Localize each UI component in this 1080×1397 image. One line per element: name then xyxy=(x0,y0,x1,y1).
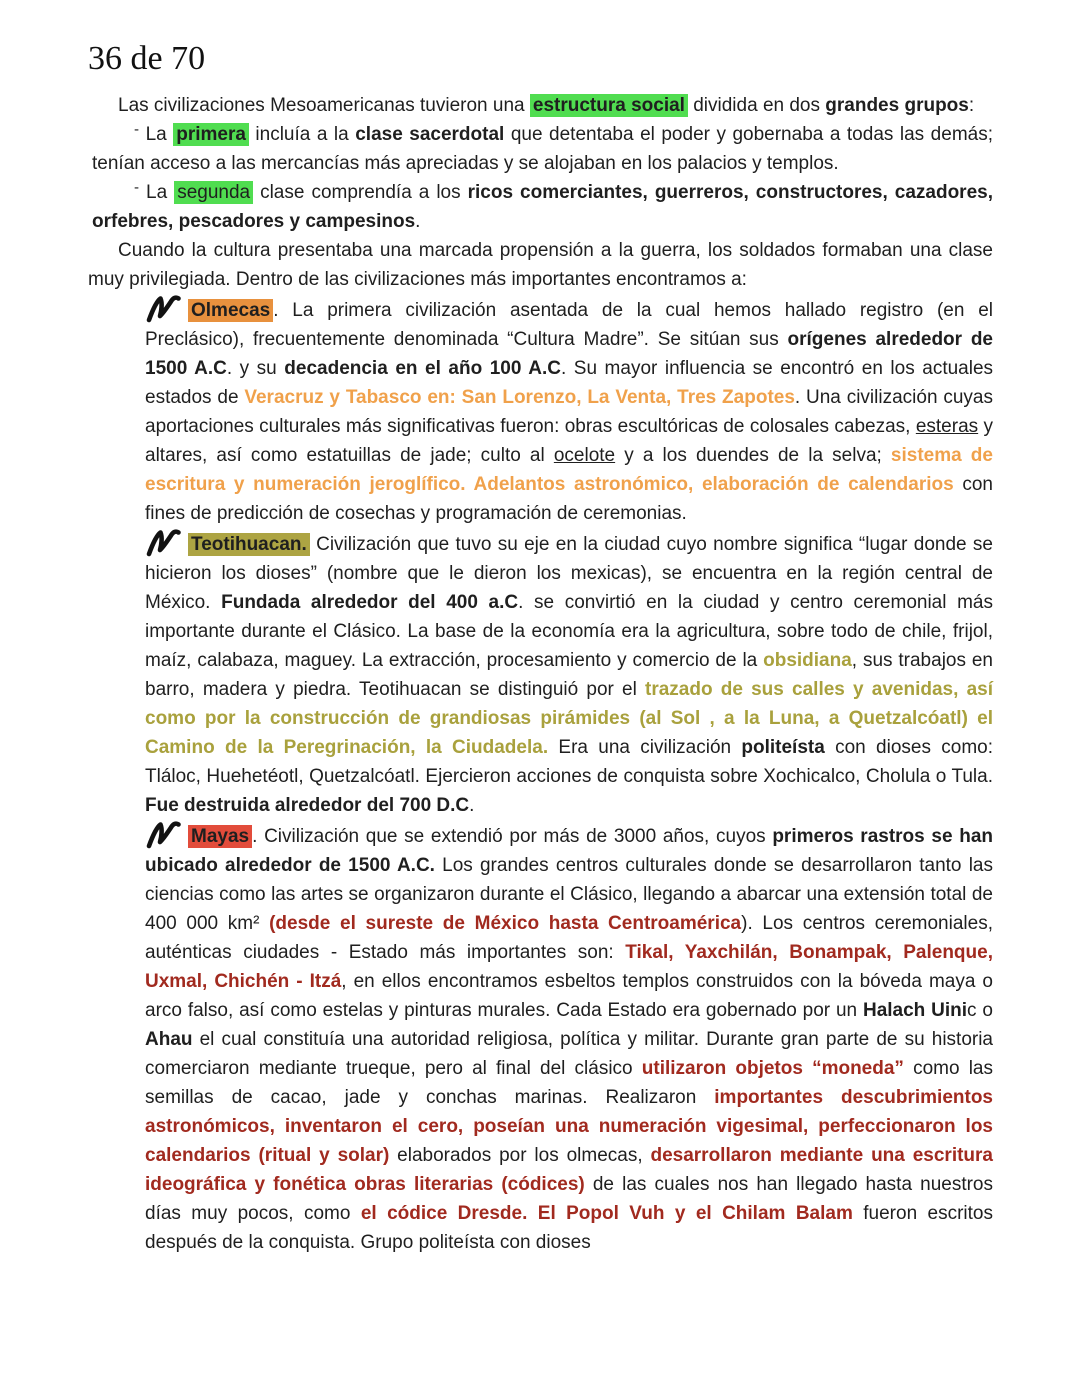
text-run: estructura social xyxy=(530,94,688,117)
text-run: : xyxy=(968,95,975,116)
text-run: primera xyxy=(173,123,249,146)
text-run: Fue destruida alrededor del 700 D.C xyxy=(145,795,470,816)
text-run: c o xyxy=(967,1000,993,1021)
text-run: Ahau xyxy=(145,1029,193,1050)
text-run: . xyxy=(469,795,475,816)
text-run: de las cuales nos han llegado hasta nuestros días muy pocos, como xyxy=(145,1174,994,1224)
paragraph-intro xyxy=(88,91,993,120)
text-run: primeros rastros se han ubicado alrededor de 1500 A.C. xyxy=(145,826,993,876)
text-run: Fundada alrededor del 400 a.C xyxy=(221,592,519,613)
text-run: orígenes alrededor de 1500 A.C xyxy=(145,329,993,379)
text-run: Civilización que tuvo su eje en la ciudad cuyo nombre significa “lugar donde se hicieron los dioses” (nombre que le dieron los mexicas), se encuentra en la región central de México. xyxy=(145,534,993,613)
text-run: Halach Uini xyxy=(862,1000,968,1021)
text-run: que detentaba el poder y gobernaba a todas las demás; tenían acceso a las mercancías más apreciadas y se alojaban en los palacios y templos. xyxy=(92,124,993,174)
text-run: Las civilizaciones Mesoamericanas tuvieron una xyxy=(118,95,530,116)
page-number: 36 de 70 xyxy=(88,40,206,77)
text-run: elaborados por los olmecas, xyxy=(389,1145,651,1166)
text-run: . se convirtió en la ciudad y centro ceremonial más importante durante el Clásico. La base de la economía era la agricultura, sobre todo de chile, frijol, maíz, calabaza, maguey. La extracción, procesamiento y comercio de la xyxy=(145,592,993,671)
text-run: sistema de escritura y numeración jeroglífico. Adelantos astronómico, elaboración de calendarios xyxy=(145,445,993,495)
text-run: con fines de predicción de cosechas y programación de ceremonias. xyxy=(145,474,993,524)
text-run: (desde el sureste de México hasta Centroamérica xyxy=(269,913,742,934)
text-run: . La primera civilización asentada de la cual hemos hallado registro (en el Preclásico), frecuentemente denominada “Cultura Madre”. Se sitúan sus xyxy=(145,300,993,350)
text-run: incluía a la xyxy=(248,124,356,145)
text-run: Cuando la cultura presentaba una marcada propensión a la guerra, los soldados formaban una clase muy privilegiada. Dentro de las civilizaciones más importantes encontramos a: xyxy=(88,240,993,290)
text-run: La xyxy=(139,182,175,203)
text-run: Era una civilización xyxy=(548,737,742,758)
text-run: y a los duendes de la selva; xyxy=(615,445,891,466)
text-run: desarrollaron mediante una escritura ideográfica y fonética obras literarias (códices) xyxy=(145,1145,993,1195)
text-run: y altares, así como estatuillas de jade; culto al xyxy=(145,416,994,466)
text-run: dividida en dos xyxy=(687,95,826,116)
text-run: el códice Dresde. El Popol Vuh y el Chilam Balam xyxy=(360,1203,853,1224)
paragraph-guerra xyxy=(88,236,993,294)
text-run: ocelote xyxy=(553,445,616,466)
text-run: como las semillas de cacao, jade y conchas marinas. Realizaron xyxy=(145,1058,993,1108)
text-run: fueron escritos después de la conquista. Grupo politeísta con dioses xyxy=(145,1203,993,1253)
text-run: ricos comerciantes, guerreros, constructores, cazadores, orfebres, pescadores y campesinos xyxy=(92,182,993,232)
text-run: importantes descubrimientos astronómicos, inventaron el cero, poseían una numeración vigesimal, perfeccionaron los calendarios (ritual y solar) xyxy=(145,1087,993,1166)
paragraph-teotihuacan xyxy=(145,528,993,820)
text-run: el cual constituía una autoridad religiosa, política y militar. Durante gran parte de su historia comerciaron mediante trueque, pero al final del clásico xyxy=(145,1029,993,1079)
text-run: , en ellos encontramos esbeltos templos construidos con la bóveda maya o arco falso, así como estelas y pinturas murales. Cada Estado era gobernado por un xyxy=(145,971,993,1021)
text-run: Los grandes centros culturales donde se desarrollaron tanto las ciencias como las artes se organizaron durante el Clásico, llegando a abarcar una extensión total de 400 000 km² xyxy=(145,855,993,934)
text-run: La xyxy=(139,124,174,145)
paragraph-segunda-clase: - La segunda clase comprendía a los ricos comerciantes, guerreros, constructores, cazadores, orfebres, pescadores y campesinos. xyxy=(92,179,993,232)
paragraph-olmecas xyxy=(145,294,993,528)
text-run: segunda xyxy=(174,181,253,204)
text-run: Mayas xyxy=(188,825,252,848)
text-run: ). Los centros ceremoniales, auténticas ciudades - Estado más importantes son: xyxy=(145,913,993,963)
text-run: , sus trabajos en barro, madera y piedra. Teotihuacan se distinguió por el xyxy=(145,650,993,700)
pen-scribble-icon xyxy=(145,820,185,849)
text-run: . Una civilización cuyas aportaciones culturales más significativas fueron: obras escultóricas de colosales cabezas, xyxy=(145,387,993,437)
text-run: obsidiana xyxy=(763,650,852,671)
document-body xyxy=(88,91,993,1257)
text-run: con dioses como: Tláloc, Huehetéotl, Quetzalcóatl. Ejercieron acciones de conquista sobre Xochicalco, Cholula o Tula. xyxy=(145,737,993,787)
text-run: grandes grupos xyxy=(825,95,969,116)
pen-scribble-icon xyxy=(145,528,185,557)
text-run: politeísta xyxy=(741,737,825,758)
text-run: . y su xyxy=(226,358,285,379)
text-run: Tikal, Yaxchilán, Bonampak, Palenque, Uxmal, Chichén - Itzá xyxy=(145,942,993,992)
pen-scribble-icon xyxy=(145,294,185,323)
paragraph-primera-clase: - La primera incluía a la clase sacerdotal que detentaba el poder y gobernaba a todas las demás; tenían acceso a las mercancías más apreciadas y se alojaban en los palacios y templos. xyxy=(92,121,993,174)
text-run: clase sacerdotal xyxy=(355,124,505,145)
text-run: . Su mayor influencia se encontró en los actuales estados de xyxy=(145,358,994,408)
text-run: trazado de sus calles y avenidas, así como por la construcción de grandiosas pirámides (al Sol , a la Luna, a Quetzalcóatl) el Camino de la Peregrinación, la Ciudadela. xyxy=(145,679,993,758)
text-run: decadencia en el año 100 A.C xyxy=(284,358,561,379)
text-run: utilizaron objetos “moneda” xyxy=(641,1058,904,1079)
text-run: Teotihuacan. xyxy=(188,533,310,556)
text-run: esteras xyxy=(915,416,979,437)
text-run: clase comprendía a los xyxy=(253,182,468,203)
paragraph-mayas xyxy=(145,820,993,1257)
text-run: . xyxy=(415,211,421,232)
text-run: . Civilización que se extendió por más de 3000 años, cuyos xyxy=(252,826,773,847)
text-run: Olmecas xyxy=(188,299,273,322)
text-run: Veracruz y Tabasco en: San Lorenzo, La Venta, Tres Zapotes xyxy=(244,387,795,408)
